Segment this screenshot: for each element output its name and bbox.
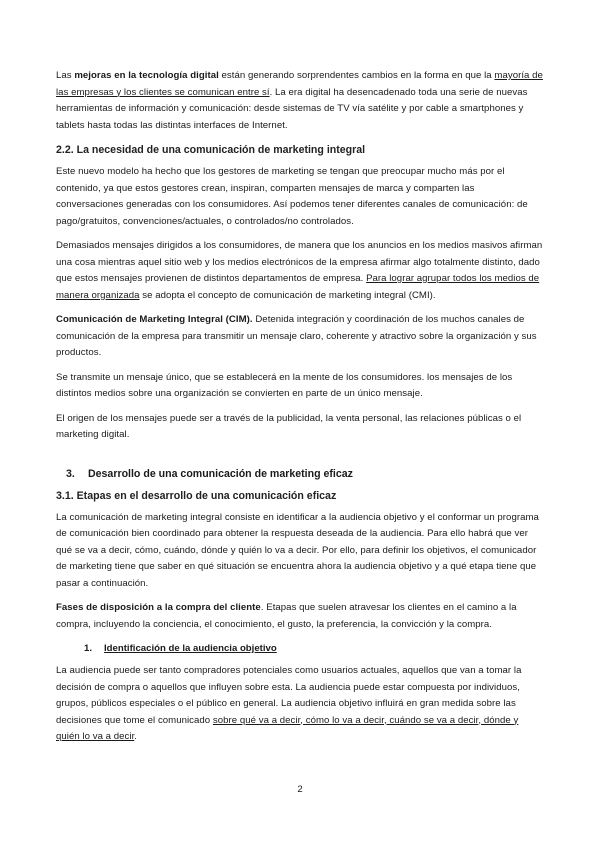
underlined-phrase: Para lograr agrupar todos los medios de manera organizada [56,273,540,301]
paragraph-intro [56,68,544,134]
bold-phrase: mejoras en la tecnología digital [74,70,219,81]
heading-number: 3. [66,467,75,480]
paragraph-audience [56,663,544,746]
text: Las [56,70,75,81]
text: Demasiados mensajes dirigidos a los consumidores, de manera que los anuncios en los medios masivos afirman una cosa mientras aquel sitio web y los medios electrónicos de la empresa afirmar algo totalmente distinto, dado que estos mensajes provienen de distintos departamentos de empresa. [56,240,543,284]
underlined-phrase: sobre qué va a decir, cómo lo va a decir, cuándo se va a decir, dónde y quién lo va a decir [56,714,519,742]
paragraph-content-model: Este nuevo modelo ha hecho que los gestores de marketing se tengan que preocupar mucho más por el contenido, ya que estos gestores crean, inspiran, comparten mensajes de marca y comparten las conversaciones generadas con los consumidores. Así podemos tener diferentes canales de comunicación: de pago/gratuitos, convenciones/actuales, o controlados/no controlados. [56,166,528,227]
list-heading-text: Identificación de la audiencia objetivo [104,643,277,654]
paragraph-single-message: Se transmite un mensaje único, que se establecerá en la mente de los consumidores. los mensajes de los distintos medios sobre una organización se convierten en parte de un único mensaje. [56,371,513,399]
text: están generando sorprendentes cambios en la forma en que la [218,70,495,81]
text: se adopta el concepto de comunicación de marketing integral (CMI). [139,289,436,301]
page-number: 2 [297,784,303,795]
paragraph-cmi-process: La comunicación de marketing integral consiste en identificar a la audiencia objetivo y el conformar un programa de comunicación bien coordinado para obtener la respuesta deseada de la audiencia. Para ello habrá que ver qué se va a decir, cómo, cuándo, dónde y quién lo va a decir. Por ello, para definir los objetivos, el comunicador de marketing tiene que saber en qué situación se encuentra ahora la audiencia objetivo y a qué etapa tiene que pasar a continuación. [56,511,539,589]
bold-term: Comunicación de Marketing Integral (CIM). [56,314,253,325]
list-number: 1. [84,643,93,654]
text: Detenida integración y coordinación de los muchos canales de comunicación de la empresa para transmitir un mensaje claro, coherente y atractivo sobre la organización y sus productos. [56,314,537,358]
paragraph-messages [56,238,544,304]
section-heading-3 [66,466,544,482]
text: . La era digital ha desencadenado toda una serie de nuevas herramientas de información y comunicación: desde sistemas de TV vía satélite y por cable a smartphones y tablets hasta todas las distintas interfaces de Internet. [56,86,528,131]
paragraph-cim-definition [56,312,544,362]
paragraph-message-origin: El origen de los mensajes puede ser a través de la publicidad, la venta personal, las relaciones públicas o el marketing digital. [56,412,522,440]
section-heading-3-1: 3.1. Etapas en el desarrollo de una comunicación eficaz [56,489,337,502]
document-body [56,68,544,754]
list-item-heading [84,641,544,657]
heading-text: Desarrollo de una comunicación de marketing eficaz [88,467,353,480]
section-heading-2-2: 2.2. La necesidad de una comunicación de marketing integral [56,144,366,156]
paragraph-purchase-phases [56,600,544,633]
text: . Etapas que suelen atravesar los clientes en el camino a la compra, incluyendo la conciencia, el conocimiento, el gusto, la preferencia, la convicción y la compra. [56,602,517,630]
bold-term: Fases de disposición a la compra del cliente [56,602,261,613]
text: La audiencia puede ser tanto compradores potenciales como usuarios actuales, aquellos que van a tomar la decisión de compra o aquellos que influyen sobre esta. La audiencia puede estar compuesta por individuos, grupos, públicos especiales o el público en general. La audiencia objetivo influirá en gran medida sobre las decisiones que tome el comunicado [56,665,522,726]
text: . [134,731,138,742]
underlined-phrase: mayoría de las empresas y los clientes se comunican entre sí [56,70,543,98]
